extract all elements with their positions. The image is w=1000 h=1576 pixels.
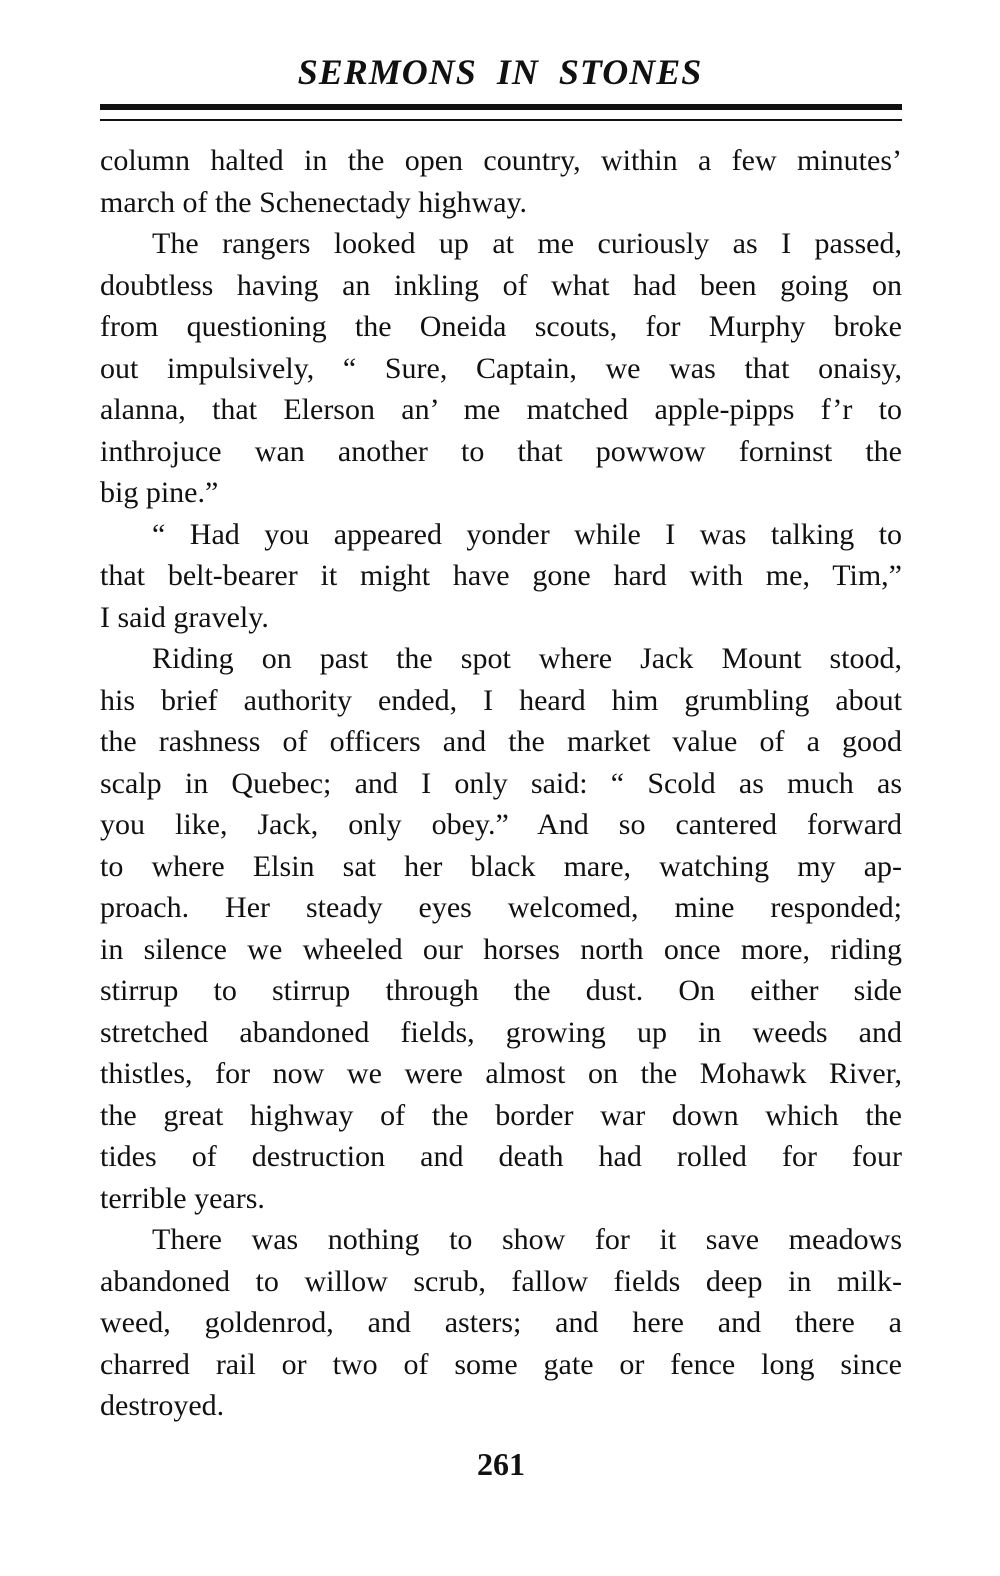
text-line: The rangers looked up at me curiously as I passed, xyxy=(152,227,902,260)
text-line: Riding on past the spot where Jack Mount stood, xyxy=(152,642,902,675)
paragraph xyxy=(100,140,902,223)
text-line: terrible years. xyxy=(100,1181,265,1215)
running-head: SERMONS IN STONES xyxy=(297,52,703,92)
paragraph xyxy=(100,223,902,514)
text-line: march of the Schenectady highway. xyxy=(100,185,528,219)
text-line: you like, Jack, only obey.” And so cantered forward xyxy=(100,808,902,841)
paragraph xyxy=(100,1219,902,1427)
text-line: doubtless having an inkling of what had been going on xyxy=(100,268,902,302)
header-rule-thin xyxy=(100,119,902,121)
text-line: stretched abandoned fields, growing up in weeds and xyxy=(100,1015,902,1049)
text-line: inthrojuce wan another to that powwow forninst the xyxy=(100,434,902,468)
text-line: tides of destruction and death had rolled for four xyxy=(100,1140,902,1173)
text-line: column halted in the open country, within a few minutes’ xyxy=(100,144,902,177)
text-line: scalp in Quebec; and I only said: “ Scold as much as xyxy=(100,766,902,800)
text-line: his brief authority ended, I heard him grumbling about xyxy=(100,683,902,717)
text-line: to where Elsin sat her black mare, watching my ap- xyxy=(100,849,902,883)
paragraph xyxy=(100,514,902,639)
text-line: big pine.” xyxy=(100,476,219,509)
text-line: that belt-bearer it might have gone hard with me, Tim,” xyxy=(100,559,902,592)
page-number: 261 xyxy=(477,1446,525,1482)
text-line: There was nothing to show for it save meadows xyxy=(152,1223,902,1256)
text-line: I said gravely. xyxy=(100,600,269,634)
text-line: from questioning the Oneida scouts, for Murphy broke xyxy=(100,310,902,343)
text-line: charred rail or two of some gate or fence long since xyxy=(100,1347,902,1381)
text-line: stirrup to stirrup through the dust. On either side xyxy=(100,974,902,1007)
text-line: destroyed. xyxy=(100,1389,225,1422)
text-line: in silence we wheeled our horses north once more, riding xyxy=(100,932,902,966)
body-text xyxy=(100,140,902,1427)
text-line: abandoned to willow scrub, fallow fields deep in milk- xyxy=(100,1264,902,1298)
header-rule-thick xyxy=(100,104,902,110)
text-line: proach. Her steady eyes welcomed, mine responded; xyxy=(100,891,902,924)
text-line: “ Had you appeared yonder while I was talking to xyxy=(152,517,902,551)
text-line: alanna, that Elerson an’ me matched apple-pipps f’r to xyxy=(100,393,902,426)
text-line: the great highway of the border war down which the xyxy=(100,1098,902,1132)
paragraph xyxy=(100,638,902,1219)
text-line: weed, goldenrod, and asters; and here and there a xyxy=(100,1306,902,1339)
text-line: out impulsively, “ Sure, Captain, we was that onaisy, xyxy=(100,351,902,385)
text-line: thistles, for now we were almost on the Mohawk River, xyxy=(100,1057,902,1090)
text-line: the rashness of officers and the market value of a good xyxy=(100,725,902,758)
